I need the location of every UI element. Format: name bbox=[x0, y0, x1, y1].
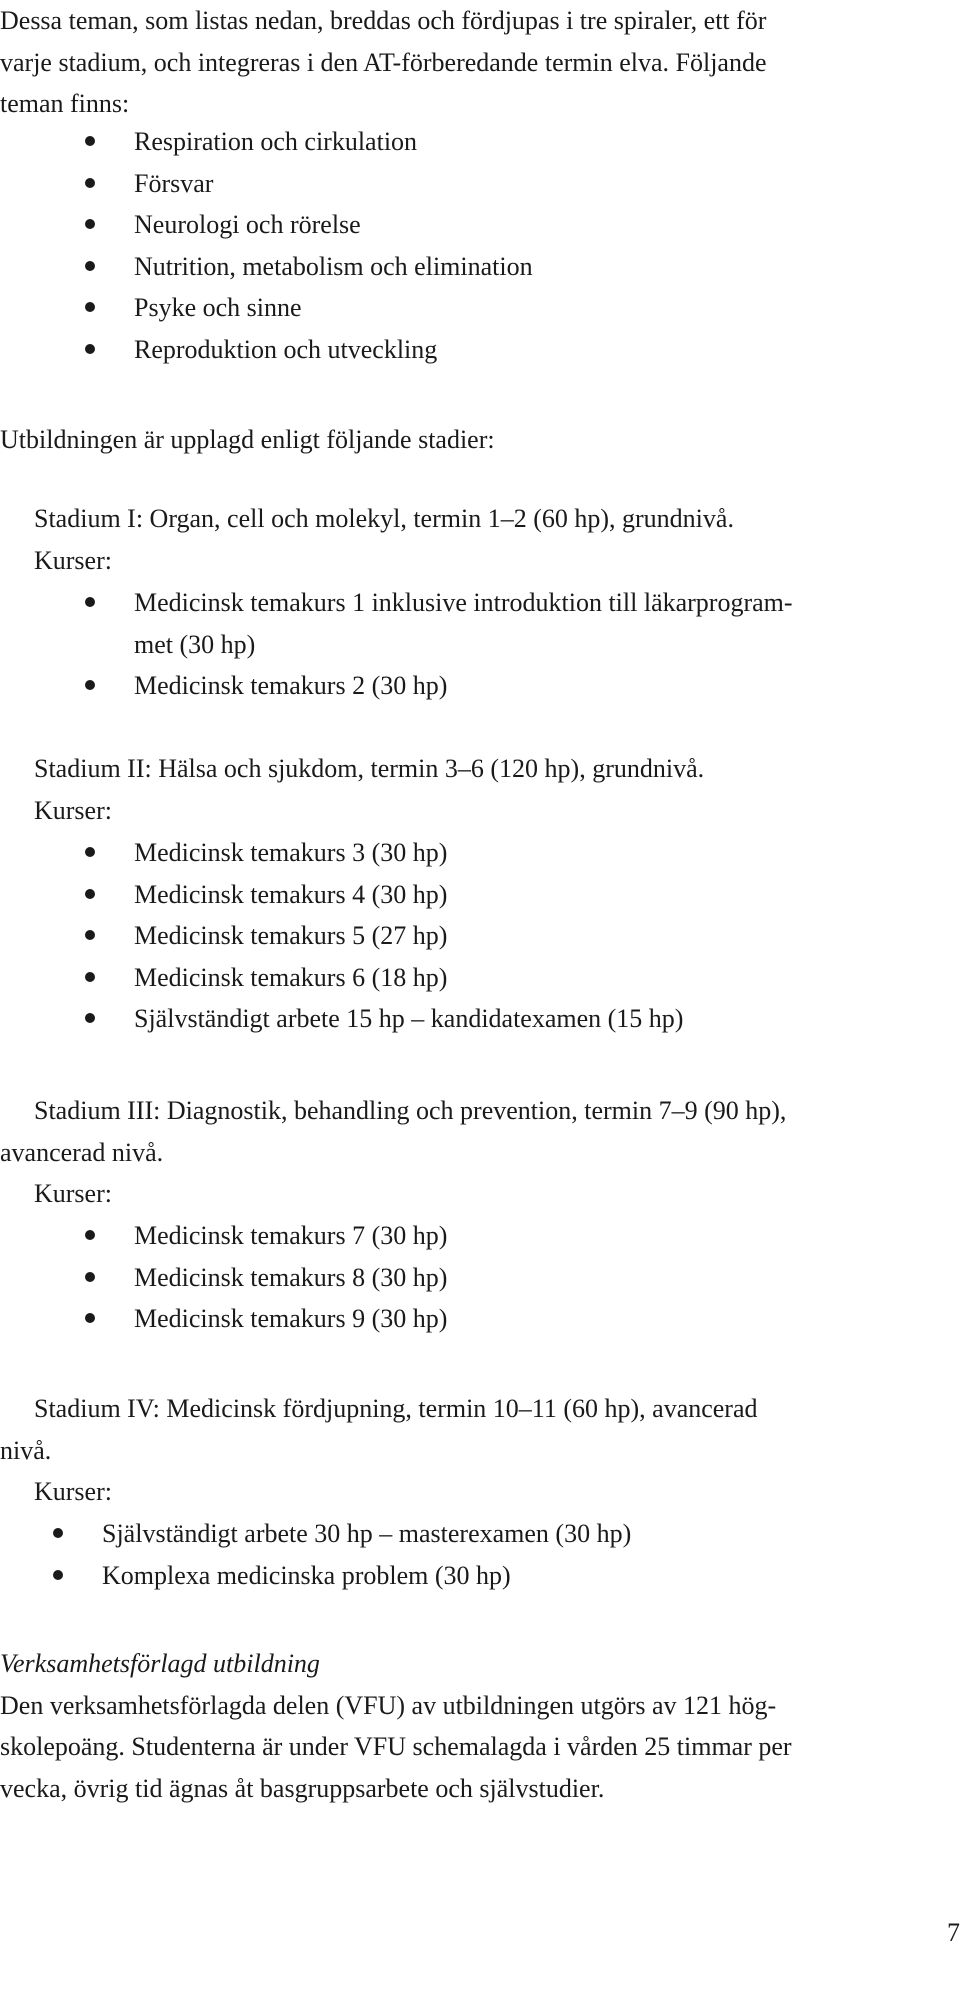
stage-4-section bbox=[0, 1388, 945, 1513]
bullet-icon bbox=[85, 1230, 95, 1240]
bullet-icon bbox=[85, 1013, 95, 1023]
vfu-line: vecka, övrig tid ägnas åt basgruppsarbete och självstudier. bbox=[0, 1773, 605, 1803]
courses-label: Kurser: bbox=[34, 545, 112, 575]
bullet-icon bbox=[85, 302, 95, 312]
list-item: Försvar bbox=[0, 163, 945, 205]
stages-intro: Utbildningen är upplagd enligt följande stadier: bbox=[0, 425, 495, 454]
list-item: Medicinsk temakurs 1 inklusive introduktion till läkarprogram- met (30 hp) bbox=[0, 582, 945, 665]
intro-line: Dessa teman, som listas nedan, breddas och fördjupas i tre spiraler, ett för bbox=[0, 6, 767, 35]
list-item: Medicinsk temakurs 2 (30 hp) bbox=[0, 665, 945, 707]
bullet-icon bbox=[85, 178, 95, 188]
stage-1-courses bbox=[0, 582, 945, 707]
list-item: Respiration och cirkulation bbox=[0, 121, 945, 163]
courses-label: Kurser: bbox=[34, 795, 112, 825]
stage-2-title: Stadium II: Hälsa och sjukdom, termin 3–6 (120 hp), grundnivå. bbox=[34, 754, 705, 783]
bullet-icon bbox=[85, 219, 95, 229]
stage-3-section bbox=[0, 1090, 945, 1215]
stage-4-courses bbox=[0, 1513, 945, 1596]
bullet-icon bbox=[85, 972, 95, 982]
list-item: Medicinsk temakurs 7 (30 hp) bbox=[0, 1215, 945, 1257]
bullet-icon bbox=[85, 1313, 95, 1323]
list-item: Medicinsk temakurs 9 (30 hp) bbox=[0, 1298, 945, 1340]
bullet-icon bbox=[85, 889, 95, 899]
bullet-icon bbox=[85, 136, 95, 146]
stage-1-title: Stadium I: Organ, cell och molekyl, termin 1–2 (60 hp), grundnivå. bbox=[34, 504, 734, 533]
list-item: Medicinsk temakurs 6 (18 hp) bbox=[0, 957, 945, 999]
bullet-icon bbox=[53, 1528, 63, 1538]
list-item: Nutrition, metabolism och elimination bbox=[0, 246, 945, 288]
list-item: Reproduktion och utveckling bbox=[0, 329, 945, 371]
list-item: Medicinsk temakurs 4 (30 hp) bbox=[0, 874, 945, 916]
bullet-icon bbox=[85, 344, 95, 354]
stage-4-title: Stadium IV: Medicinsk fördjupning, termin 10–11 (60 hp), avancerad bbox=[34, 1394, 758, 1423]
bullet-icon bbox=[85, 597, 95, 607]
vfu-heading: Verksamhetsförlagd utbildning bbox=[0, 1649, 320, 1678]
vfu-line: skolepoäng. Studenterna är under VFU schemalagda i vården 25 timmar per bbox=[0, 1732, 792, 1761]
bullet-icon bbox=[85, 930, 95, 940]
intro-paragraph bbox=[0, 0, 945, 125]
stage-2-section bbox=[0, 748, 960, 831]
stage-4-title-cont: nivå. bbox=[0, 1435, 52, 1465]
bullet-icon bbox=[85, 680, 95, 690]
list-item: Medicinsk temakurs 8 (30 hp) bbox=[0, 1257, 945, 1299]
courses-label: Kurser: bbox=[34, 1477, 112, 1506]
intro-line: teman finns: bbox=[0, 89, 130, 118]
list-item: Komplexa medicinska problem (30 hp) bbox=[0, 1555, 945, 1597]
list-item: Självständigt arbete 15 hp – kandidatexamen (15 hp) bbox=[0, 998, 945, 1040]
stage-3-title-cont: avancerad nivå. bbox=[0, 1137, 164, 1167]
courses-label: Kurser: bbox=[34, 1179, 112, 1208]
bullet-icon bbox=[85, 261, 95, 271]
list-item: Självständigt arbete 30 hp – masterexamen (30 hp) bbox=[0, 1513, 945, 1555]
bullet-icon bbox=[85, 847, 95, 857]
page-number: 7 bbox=[947, 1918, 960, 1947]
stage-2-courses bbox=[0, 832, 945, 1040]
stage-3-title: Stadium III: Diagnostik, behandling och prevention, termin 7–9 (90 hp), bbox=[34, 1096, 787, 1125]
stage-1-section bbox=[0, 498, 960, 581]
list-item: Medicinsk temakurs 5 (27 hp) bbox=[0, 915, 945, 957]
list-item: Medicinsk temakurs 3 (30 hp) bbox=[0, 832, 945, 874]
themes-list bbox=[0, 121, 945, 370]
bullet-icon bbox=[85, 1272, 95, 1282]
list-item: Neurologi och rörelse bbox=[0, 204, 945, 246]
stage-3-courses bbox=[0, 1215, 945, 1340]
vfu-section bbox=[0, 1643, 945, 1809]
bullet-icon bbox=[53, 1570, 63, 1580]
vfu-line: Den verksamhetsförlagda delen (VFU) av utbildningen utgörs av 121 hög- bbox=[0, 1690, 777, 1720]
list-item: Psyke och sinne bbox=[0, 287, 945, 329]
intro-line: varje stadium, och integreras i den AT-förberedande termin elva. Följande bbox=[0, 47, 767, 77]
